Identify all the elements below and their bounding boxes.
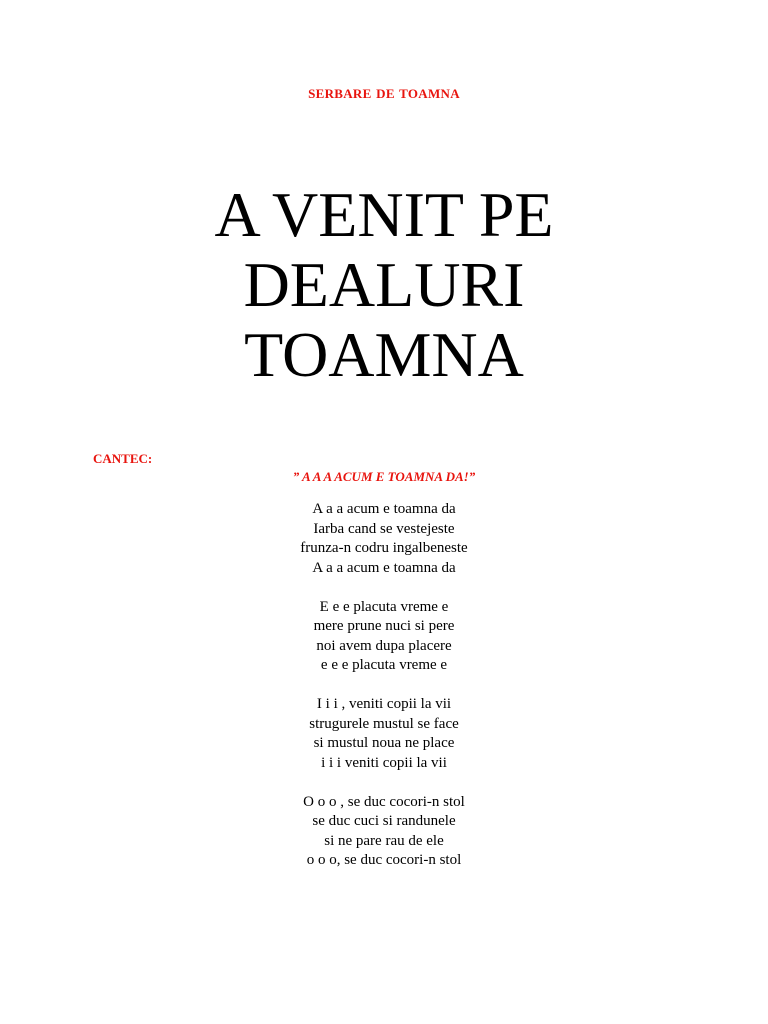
lyric-line: A a a acum e toamna da bbox=[312, 501, 456, 517]
lyric-line: mere prune nuci si pere bbox=[313, 618, 455, 634]
lyric-line: E e e placuta vreme e bbox=[319, 598, 449, 615]
title-line: DEALURI bbox=[243, 249, 525, 320]
stanza bbox=[0, 793, 768, 871]
song-section-label: CANTEC: bbox=[93, 451, 153, 466]
stanza bbox=[0, 500, 768, 578]
song-lyrics bbox=[0, 500, 768, 890]
lyric-line: se duc cuci si randunele bbox=[312, 813, 456, 829]
lyric-line: I i i , veniti copii la vii bbox=[316, 696, 452, 712]
lyric-line: strugurele mustul se face bbox=[309, 715, 459, 732]
lyric-line: e e e placuta vreme e bbox=[320, 657, 448, 673]
title-line: TOAMNA bbox=[244, 319, 524, 390]
stanza bbox=[0, 598, 768, 676]
song-title: ” A A A ACUM E TOAMNA DA!” bbox=[292, 469, 476, 484]
lyric-line: si ne pare rau de ele bbox=[324, 832, 444, 849]
title-line: A VENIT PE bbox=[214, 179, 554, 250]
lyric-line: noi avem dupa placere bbox=[316, 637, 452, 654]
lyric-line: i i i veniti copii la vii bbox=[321, 754, 447, 771]
lyric-line: o o o, se duc cocori-n stol bbox=[306, 852, 462, 868]
lyric-line: frunza-n codru ingalbeneste bbox=[300, 540, 468, 556]
stanza bbox=[0, 695, 768, 773]
page-title bbox=[0, 180, 768, 390]
lyric-line: A a a acum e toamna da bbox=[312, 559, 456, 576]
lyric-line: Iarba cand se vestejeste bbox=[313, 520, 455, 537]
event-header: SERBARE DE TOAMNA bbox=[308, 86, 460, 101]
lyric-line: si mustul noua ne place bbox=[313, 735, 455, 751]
lyric-line: O o o , se duc cocori-n stol bbox=[303, 793, 465, 810]
